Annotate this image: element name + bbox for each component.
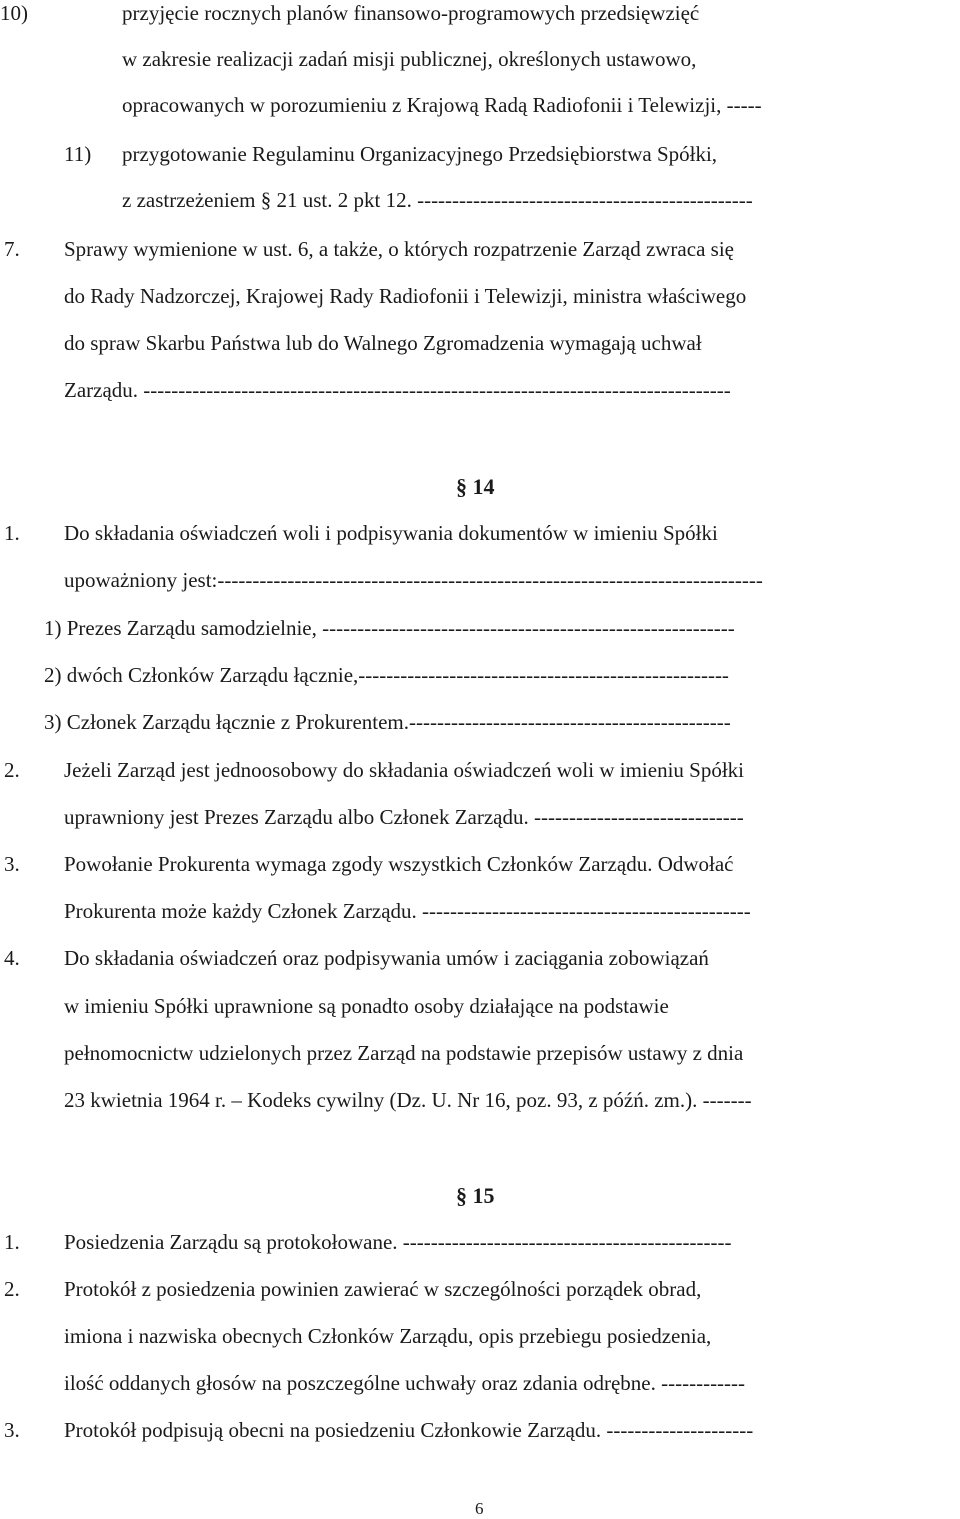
point-7-line-2: do Rady Nadzorczej, Krajowej Rady Radiofonii i Telewizji, ministra właściwego bbox=[64, 284, 747, 308]
section-15-p1-number: 1. bbox=[4, 1230, 20, 1254]
section-15-p2-line-1: Protokół z posiedzenia powinien zawierać w szczególności porządek obrad, bbox=[64, 1277, 702, 1301]
item-10-line-3: opracowanych w porozumieniu z Krajową Radą Radiofonii i Telewizji, ----- bbox=[122, 93, 762, 117]
section-14-p1-sub-2: 2) dwóch Członków Zarządu łącznie,----------------------------------------------------- bbox=[44, 663, 729, 687]
section-14-p1-sub-3: 3) Członek Zarządu łącznie z Prokurentem.---------------------------------------------- bbox=[44, 710, 731, 734]
section-14-p2-line-2: uprawniony jest Prezes Zarządu albo Członek Zarządu. ------------------------------ bbox=[64, 805, 744, 829]
section-14-p3-line-1: Powołanie Prokurenta wymaga zgody wszystkich Członków Zarządu. Odwołać bbox=[64, 852, 734, 876]
section-14-heading: § 14 bbox=[456, 474, 495, 499]
section-15-p2-line-2: imiona i nazwiska obecnych Członków Zarządu, opis przebiegu posiedzenia, bbox=[64, 1324, 712, 1348]
section-15-p1-line-1: Posiedzenia Zarządu są protokołowane. ----------------------------------------------- bbox=[64, 1230, 732, 1254]
point-7-line-1: Sprawy wymienione w ust. 6, a także, o których rozpatrzenie Zarząd zwraca się bbox=[64, 237, 734, 261]
point-7-line-4: Zarządu. ------------------------------------------------------------------------------------ bbox=[64, 378, 731, 402]
section-14-p4-line-3: pełnomocnictw udzielonych przez Zarząd na podstawie przepisów ustawy z dnia bbox=[64, 1041, 744, 1065]
section-14-p1-line-1: Do składania oświadczeń woli i podpisywania dokumentów w imieniu Spółki bbox=[64, 521, 718, 545]
section-14-p2-number: 2. bbox=[4, 758, 20, 782]
section-15-p3-number: 3. bbox=[4, 1418, 20, 1442]
section-15-p2-line-3: ilość oddanych głosów na poszczególne uchwały oraz zdania odrębne. ------------ bbox=[64, 1371, 746, 1395]
point-7-line-3: do spraw Skarbu Państwa lub do Walnego Zgromadzenia wymagają uchwał bbox=[64, 331, 702, 355]
item-11-line-1: przygotowanie Regulaminu Organizacyjnego Przedsiębiorstwa Spółki, bbox=[122, 142, 718, 166]
page-number: 6 bbox=[475, 1499, 484, 1518]
section-14-p4-line-2: w imieniu Spółki uprawnione są ponadto osoby działające na podstawie bbox=[64, 994, 669, 1018]
section-15-p3-line-1: Protokół podpisują obecni na posiedzeniu Członkowie Zarządu. --------------------- bbox=[64, 1418, 754, 1442]
section-14-p3-line-2: Prokurenta może każdy Członek Zarządu. ----------------------------------------------- bbox=[64, 899, 751, 923]
section-14-p1-sub-1: 1) Prezes Zarządu samodzielnie, ----------------------------------------------------------- bbox=[44, 616, 735, 640]
point-7-number: 7. bbox=[4, 237, 20, 261]
section-14-p1-line-2: upoważniony jest:------------------------------------------------------------------------------ bbox=[64, 568, 763, 592]
item-11-line-2: z zastrzeżeniem § 21 ust. 2 pkt 12. ------------------------------------------------ bbox=[122, 188, 753, 212]
item-10-line-1: przyjęcie rocznych planów finansowo-programowych przedsięwzięć bbox=[122, 1, 700, 25]
section-15-heading: § 15 bbox=[456, 1183, 495, 1208]
item-10-number: 10) bbox=[0, 1, 28, 25]
section-14-p4-number: 4. bbox=[4, 946, 20, 970]
section-14-p1-number: 1. bbox=[4, 521, 20, 545]
item-10-line-2: w zakresie realizacji zadań misji publicznej, określonych ustawowo, bbox=[122, 47, 697, 71]
section-14-p4-line-4: 23 kwietnia 1964 r. – Kodeks cywilny (Dz. U. Nr 16, poz. 93, z późń. zm.). ------- bbox=[64, 1088, 752, 1112]
section-14-p2-line-1: Jeżeli Zarząd jest jednoosobowy do składania oświadczeń woli w imieniu Spółki bbox=[64, 758, 745, 782]
item-11-number: 11) bbox=[64, 142, 92, 166]
section-15-p2-number: 2. bbox=[4, 1277, 20, 1301]
section-14-p4-line-1: Do składania oświadczeń oraz podpisywania umów i zaciągania zobowiązań bbox=[64, 946, 709, 970]
section-14-p3-number: 3. bbox=[4, 852, 20, 876]
